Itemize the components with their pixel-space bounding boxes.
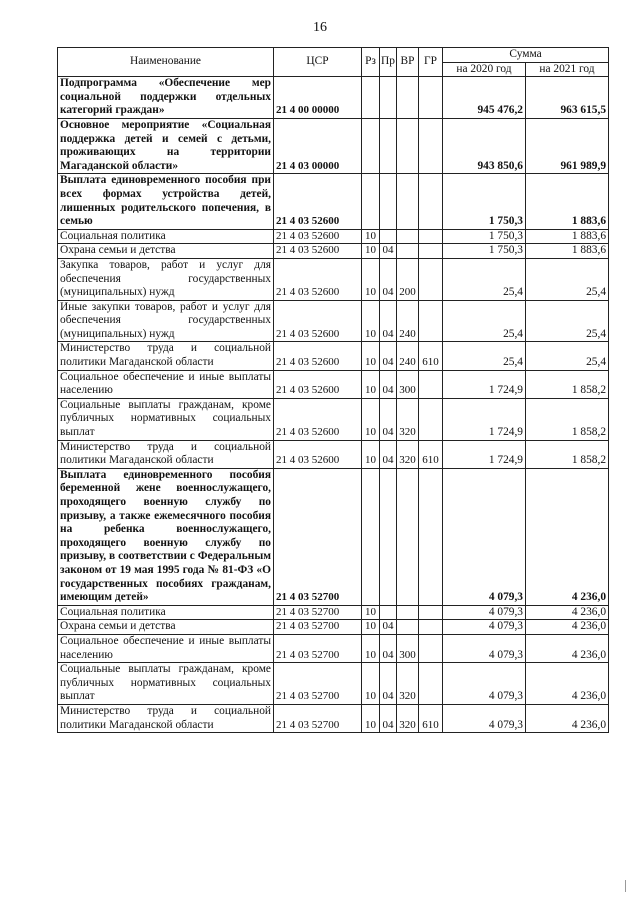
table-body: [58, 77, 609, 733]
header-rz: Рз: [362, 48, 380, 77]
cell-sum-2020: 4 079,3: [443, 704, 526, 732]
cell-gr: [419, 663, 443, 705]
cell-pr: 04: [380, 634, 397, 662]
cell-rz: [362, 77, 380, 119]
table-row: [58, 663, 609, 705]
cell-pr: 04: [380, 398, 397, 440]
cell-vr: [397, 605, 419, 620]
cell-sum-2020: 1 724,9: [443, 440, 526, 468]
cell-pr: 04: [380, 620, 397, 635]
cell-gr: [419, 244, 443, 259]
budget-table: [57, 47, 609, 733]
cell-rz: [362, 174, 380, 229]
cell-sum-2021: 1 858,2: [526, 370, 609, 398]
cell-vr: [397, 118, 419, 173]
cell-rz: 10: [362, 398, 380, 440]
cell-name: Охрана семьи и детства: [58, 244, 274, 259]
cell-sum-2021: 1 883,6: [526, 244, 609, 259]
header-gr: ГР: [419, 48, 443, 77]
cell-name: Социальные выплаты гражданам, кроме публичных нормативных социальных выплат: [58, 398, 274, 440]
table-row: [58, 634, 609, 662]
cell-name: Выплата единовременного пособия при всех формах устройства детей, лишенных родительского попечения, в семью: [58, 174, 274, 229]
cell-sum-2020: 25,4: [443, 342, 526, 370]
cell-rz: 10: [362, 244, 380, 259]
cell-gr: [419, 620, 443, 635]
table-row: [58, 229, 609, 244]
cell-gr: 610: [419, 342, 443, 370]
cell-sum-2021: 4 236,0: [526, 663, 609, 705]
table-row: [58, 620, 609, 635]
cell-sum-2020: 4 079,3: [443, 634, 526, 662]
table-row: [58, 605, 609, 620]
table-row: [58, 440, 609, 468]
cell-gr: [419, 258, 443, 300]
cell-pr: 04: [380, 663, 397, 705]
cell-rz: 10: [362, 342, 380, 370]
cell-rz: [362, 468, 380, 605]
table-row: [58, 258, 609, 300]
header-csr: ЦСР: [274, 48, 362, 77]
cell-sum-2020: 1 750,3: [443, 244, 526, 259]
cell-rz: 10: [362, 440, 380, 468]
cell-pr: [380, 77, 397, 119]
cell-csr: 21 4 03 52700: [274, 704, 362, 732]
cell-pr: 04: [380, 370, 397, 398]
cell-sum-2020: 4 079,3: [443, 468, 526, 605]
table-row: [58, 468, 609, 605]
cell-gr: [419, 605, 443, 620]
table-row: [58, 370, 609, 398]
cell-sum-2020: 945 476,2: [443, 77, 526, 119]
cell-pr: [380, 605, 397, 620]
cell-name: Охрана семьи и детства: [58, 620, 274, 635]
cell-rz: 10: [362, 663, 380, 705]
header-sum: Сумма: [443, 48, 609, 63]
cell-sum-2021: 4 236,0: [526, 468, 609, 605]
cell-pr: 04: [380, 704, 397, 732]
cell-sum-2020: 4 079,3: [443, 663, 526, 705]
cell-name: Иные закупки товаров, работ и услуг для обеспечения государственных (муниципальных) нужд: [58, 300, 274, 342]
cell-pr: [380, 118, 397, 173]
cell-sum-2020: 25,4: [443, 258, 526, 300]
cell-name: Министерство труда и социальной политики Магаданской области: [58, 440, 274, 468]
cell-vr: [397, 174, 419, 229]
cell-sum-2020: 1 724,9: [443, 370, 526, 398]
header-year-2021: на 2021 год: [526, 62, 609, 77]
header-vr: ВР: [397, 48, 419, 77]
cell-sum-2020: 25,4: [443, 300, 526, 342]
cell-rz: 10: [362, 605, 380, 620]
cell-csr: 21 4 03 52600: [274, 342, 362, 370]
cell-vr: 320: [397, 440, 419, 468]
cell-sum-2021: 4 236,0: [526, 620, 609, 635]
cell-gr: [419, 174, 443, 229]
cell-rz: 10: [362, 704, 380, 732]
cell-sum-2021: 25,4: [526, 300, 609, 342]
cell-gr: [419, 77, 443, 119]
cell-pr: 04: [380, 440, 397, 468]
cell-pr: [380, 174, 397, 229]
table-row: [58, 342, 609, 370]
cell-name: Выплата единовременного пособия беременной жене военнослужащего, проходящего военную службу по призыву, а также ежемесячного пособия на ребенка военнослужащего, проходящего военную службу по призыву, в соответствии с Федеральным законом от 19 мая 1995 года № 81-ФЗ «О государственных пособиях гражданам, имеющим детей»: [58, 468, 274, 605]
cell-pr: 04: [380, 342, 397, 370]
cell-rz: [362, 118, 380, 173]
cell-vr: [397, 620, 419, 635]
cell-csr: 21 4 03 52700: [274, 663, 362, 705]
cell-csr: 21 4 03 52700: [274, 468, 362, 605]
cell-name: Основное мероприятие «Социальная поддержка детей и семей с детьми, проживающих на территории Магаданской области»: [58, 118, 274, 173]
cell-csr: 21 4 03 52600: [274, 258, 362, 300]
cell-vr: 320: [397, 704, 419, 732]
cell-csr: 21 4 03 52700: [274, 605, 362, 620]
cell-vr: 320: [397, 398, 419, 440]
cell-vr: [397, 468, 419, 605]
cell-name: Министерство труда и социальной политики Магаданской области: [58, 342, 274, 370]
cell-csr: 21 4 03 52700: [274, 620, 362, 635]
table-row: [58, 174, 609, 229]
table-row: [58, 704, 609, 732]
cell-sum-2020: 1 724,9: [443, 398, 526, 440]
cell-rz: 10: [362, 634, 380, 662]
cell-csr: 21 4 03 52600: [274, 300, 362, 342]
table-row: [58, 77, 609, 119]
cell-sum-2021: 25,4: [526, 258, 609, 300]
cell-sum-2020: 943 850,6: [443, 118, 526, 173]
cell-csr: 21 4 03 52600: [274, 370, 362, 398]
cell-csr: 21 4 03 52600: [274, 229, 362, 244]
cell-name: Социальные выплаты гражданам, кроме публичных нормативных социальных выплат: [58, 663, 274, 705]
cell-sum-2020: 1 750,3: [443, 174, 526, 229]
cell-vr: 240: [397, 300, 419, 342]
cell-vr: [397, 229, 419, 244]
cell-sum-2021: 1 883,6: [526, 174, 609, 229]
page-number: 16: [313, 20, 327, 35]
cell-rz: 10: [362, 229, 380, 244]
cell-name: Социальная политика: [58, 605, 274, 620]
cell-sum-2020: 1 750,3: [443, 229, 526, 244]
table-row: [58, 118, 609, 173]
cell-sum-2021: 1 858,2: [526, 440, 609, 468]
cell-rz: 10: [362, 620, 380, 635]
cell-gr: [419, 634, 443, 662]
cell-gr: [419, 229, 443, 244]
cell-sum-2021: 25,4: [526, 342, 609, 370]
cell-csr: 21 4 03 00000: [274, 118, 362, 173]
cell-sum-2020: 4 079,3: [443, 605, 526, 620]
cell-vr: [397, 77, 419, 119]
cell-name: Социальное обеспечение и иные выплаты населению: [58, 634, 274, 662]
cell-sum-2021: 961 989,9: [526, 118, 609, 173]
cell-sum-2021: 4 236,0: [526, 634, 609, 662]
table-row: [58, 300, 609, 342]
cell-vr: 240: [397, 342, 419, 370]
cell-sum-2021: 1 883,6: [526, 229, 609, 244]
cell-vr: 320: [397, 663, 419, 705]
margin-mark: [625, 880, 626, 892]
cell-gr: 610: [419, 704, 443, 732]
cell-pr: 04: [380, 244, 397, 259]
cell-gr: 610: [419, 440, 443, 468]
header-name: Наименование: [58, 48, 274, 77]
cell-name: Социальное обеспечение и иные выплаты населению: [58, 370, 274, 398]
cell-gr: [419, 300, 443, 342]
table-row: [58, 398, 609, 440]
cell-sum-2021: 1 858,2: [526, 398, 609, 440]
cell-rz: 10: [362, 370, 380, 398]
cell-name: Министерство труда и социальной политики Магаданской области: [58, 704, 274, 732]
cell-gr: [419, 370, 443, 398]
cell-sum-2021: 4 236,0: [526, 605, 609, 620]
cell-pr: [380, 229, 397, 244]
cell-gr: [419, 398, 443, 440]
cell-vr: 300: [397, 370, 419, 398]
cell-name: Социальная политика: [58, 229, 274, 244]
cell-name: Закупка товаров, работ и услуг для обеспечения государственных (муниципальных) нужд: [58, 258, 274, 300]
cell-vr: 300: [397, 634, 419, 662]
cell-sum-2021: 4 236,0: [526, 704, 609, 732]
cell-pr: 04: [380, 300, 397, 342]
cell-name: Подпрограмма «Обеспечение мер социальной поддержки отдельных категорий граждан»: [58, 77, 274, 119]
cell-sum-2020: 4 079,3: [443, 620, 526, 635]
cell-csr: 21 4 03 52600: [274, 398, 362, 440]
cell-csr: 21 4 03 52700: [274, 634, 362, 662]
cell-rz: 10: [362, 300, 380, 342]
cell-csr: 21 4 03 52600: [274, 244, 362, 259]
header-year-2020: на 2020 год: [443, 62, 526, 77]
cell-vr: 200: [397, 258, 419, 300]
table-header: [58, 48, 609, 77]
cell-csr: 21 4 00 00000: [274, 77, 362, 119]
cell-pr: [380, 468, 397, 605]
cell-pr: 04: [380, 258, 397, 300]
cell-rz: 10: [362, 258, 380, 300]
cell-gr: [419, 468, 443, 605]
table-row: [58, 244, 609, 259]
cell-csr: 21 4 03 52600: [274, 440, 362, 468]
cell-sum-2021: 963 615,5: [526, 77, 609, 119]
cell-gr: [419, 118, 443, 173]
cell-vr: [397, 244, 419, 259]
header-pr: Пр: [380, 48, 397, 77]
cell-csr: 21 4 03 52600: [274, 174, 362, 229]
